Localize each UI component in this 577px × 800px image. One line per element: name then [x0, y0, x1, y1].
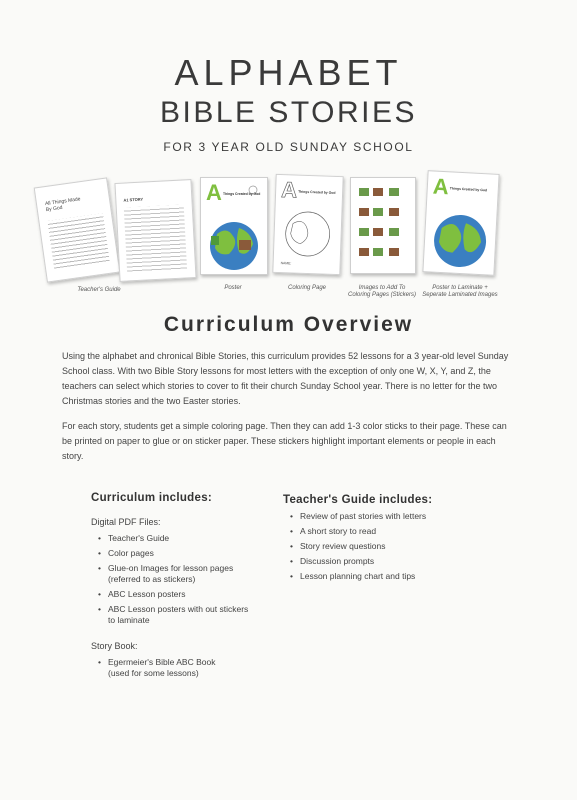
list-item: • Glue-on Images for lesson pages (referred to as stickers)	[96, 563, 276, 585]
teachers-guide-heading: Teacher's Guide includes:	[283, 494, 433, 506]
caption-coloring-page: Coloring Page	[287, 285, 327, 291]
list-item: • Review of past stories with letters	[288, 511, 488, 522]
thumb-title: All Things Made By God	[44, 196, 81, 214]
text-lines	[124, 204, 187, 273]
story-book-label: Story Book:	[91, 641, 138, 651]
list-item: • A short story to read	[288, 526, 488, 537]
stickers-thumbnail	[350, 177, 416, 274]
teachers-guide-list	[288, 511, 488, 586]
curriculum-heading: Curriculum includes:	[91, 492, 213, 504]
list-item: • ABC Lesson posters	[96, 589, 276, 600]
poster-thumbnail	[200, 177, 268, 275]
svg-text:A: A	[280, 177, 298, 203]
svg-text:A: A	[206, 180, 222, 205]
laminate-poster-thumbnail	[422, 170, 499, 276]
story-page-thumbnail	[114, 179, 196, 282]
list-item: • Story review questions	[288, 541, 488, 552]
overview-paragraph-2: For each story, students get a simple coloring page. Then they can add 1-3 color sticks to their page. These can be printed on paper to glue or on sticker paper. These stickers highlight important elements or people in each story.	[62, 421, 507, 461]
digital-files-label: Digital PDF Files:	[91, 517, 161, 527]
title-line-2: BIBLE STORIES	[159, 96, 418, 129]
caption-stickers: Images to Add To Coloring Pages (Stickers)	[347, 285, 417, 298]
overview-heading: Curriculum Overview	[163, 313, 414, 336]
caption-poster: Poster	[224, 285, 242, 291]
coloring-heading: Things Created by God	[298, 189, 336, 195]
list-item: • ABC Lesson posters with out stickers to laminate	[96, 604, 276, 626]
list-item: • Lesson planning chart and tips	[288, 571, 488, 582]
sticker-grid	[351, 178, 415, 273]
story-book-list	[96, 657, 276, 683]
list-item: • Color pages	[96, 548, 276, 559]
poster-heading: Things Created by God	[223, 192, 261, 196]
list-item: • Teacher's Guide	[96, 533, 276, 544]
thumb-title: A1 STORY	[123, 196, 144, 203]
text-lines	[47, 213, 109, 270]
svg-text:A: A	[432, 173, 450, 200]
title-line-1: ALPHABET	[174, 52, 403, 93]
subtitle: FOR 3 YEAR OLD SUNDAY SCHOOL	[163, 140, 414, 154]
list-item: • Egermeier's Bible ABC Book (used for some lessons)	[96, 657, 276, 679]
overview-paragraph-1: Using the alphabet and chronical Bible Stories, this curriculum provides 52 lessons for a 3 year-old level Sunday School class. With two Bible Story lessons for most letters with the exception of only one W, X, Y, and Z, the teachers can select which stories to cover to fit their church Sunday School year. There is no letter for the two Christmas stories and the two Easter stories.	[62, 351, 509, 406]
laminate-heading: Things Created by God	[449, 186, 488, 193]
name-line: NAME:	[280, 261, 292, 266]
sample-pages	[30, 168, 550, 308]
teachers-guide-thumbnail	[34, 177, 121, 282]
caption-teachers-guide: Teacher's Guide	[77, 287, 121, 293]
caption-laminate-poster: Poster to Laminate + Seperate Laminated Images	[422, 285, 498, 298]
list-item: • Discussion prompts	[288, 556, 488, 567]
digital-files-list	[96, 533, 276, 630]
coloring-page-thumbnail	[272, 174, 343, 275]
